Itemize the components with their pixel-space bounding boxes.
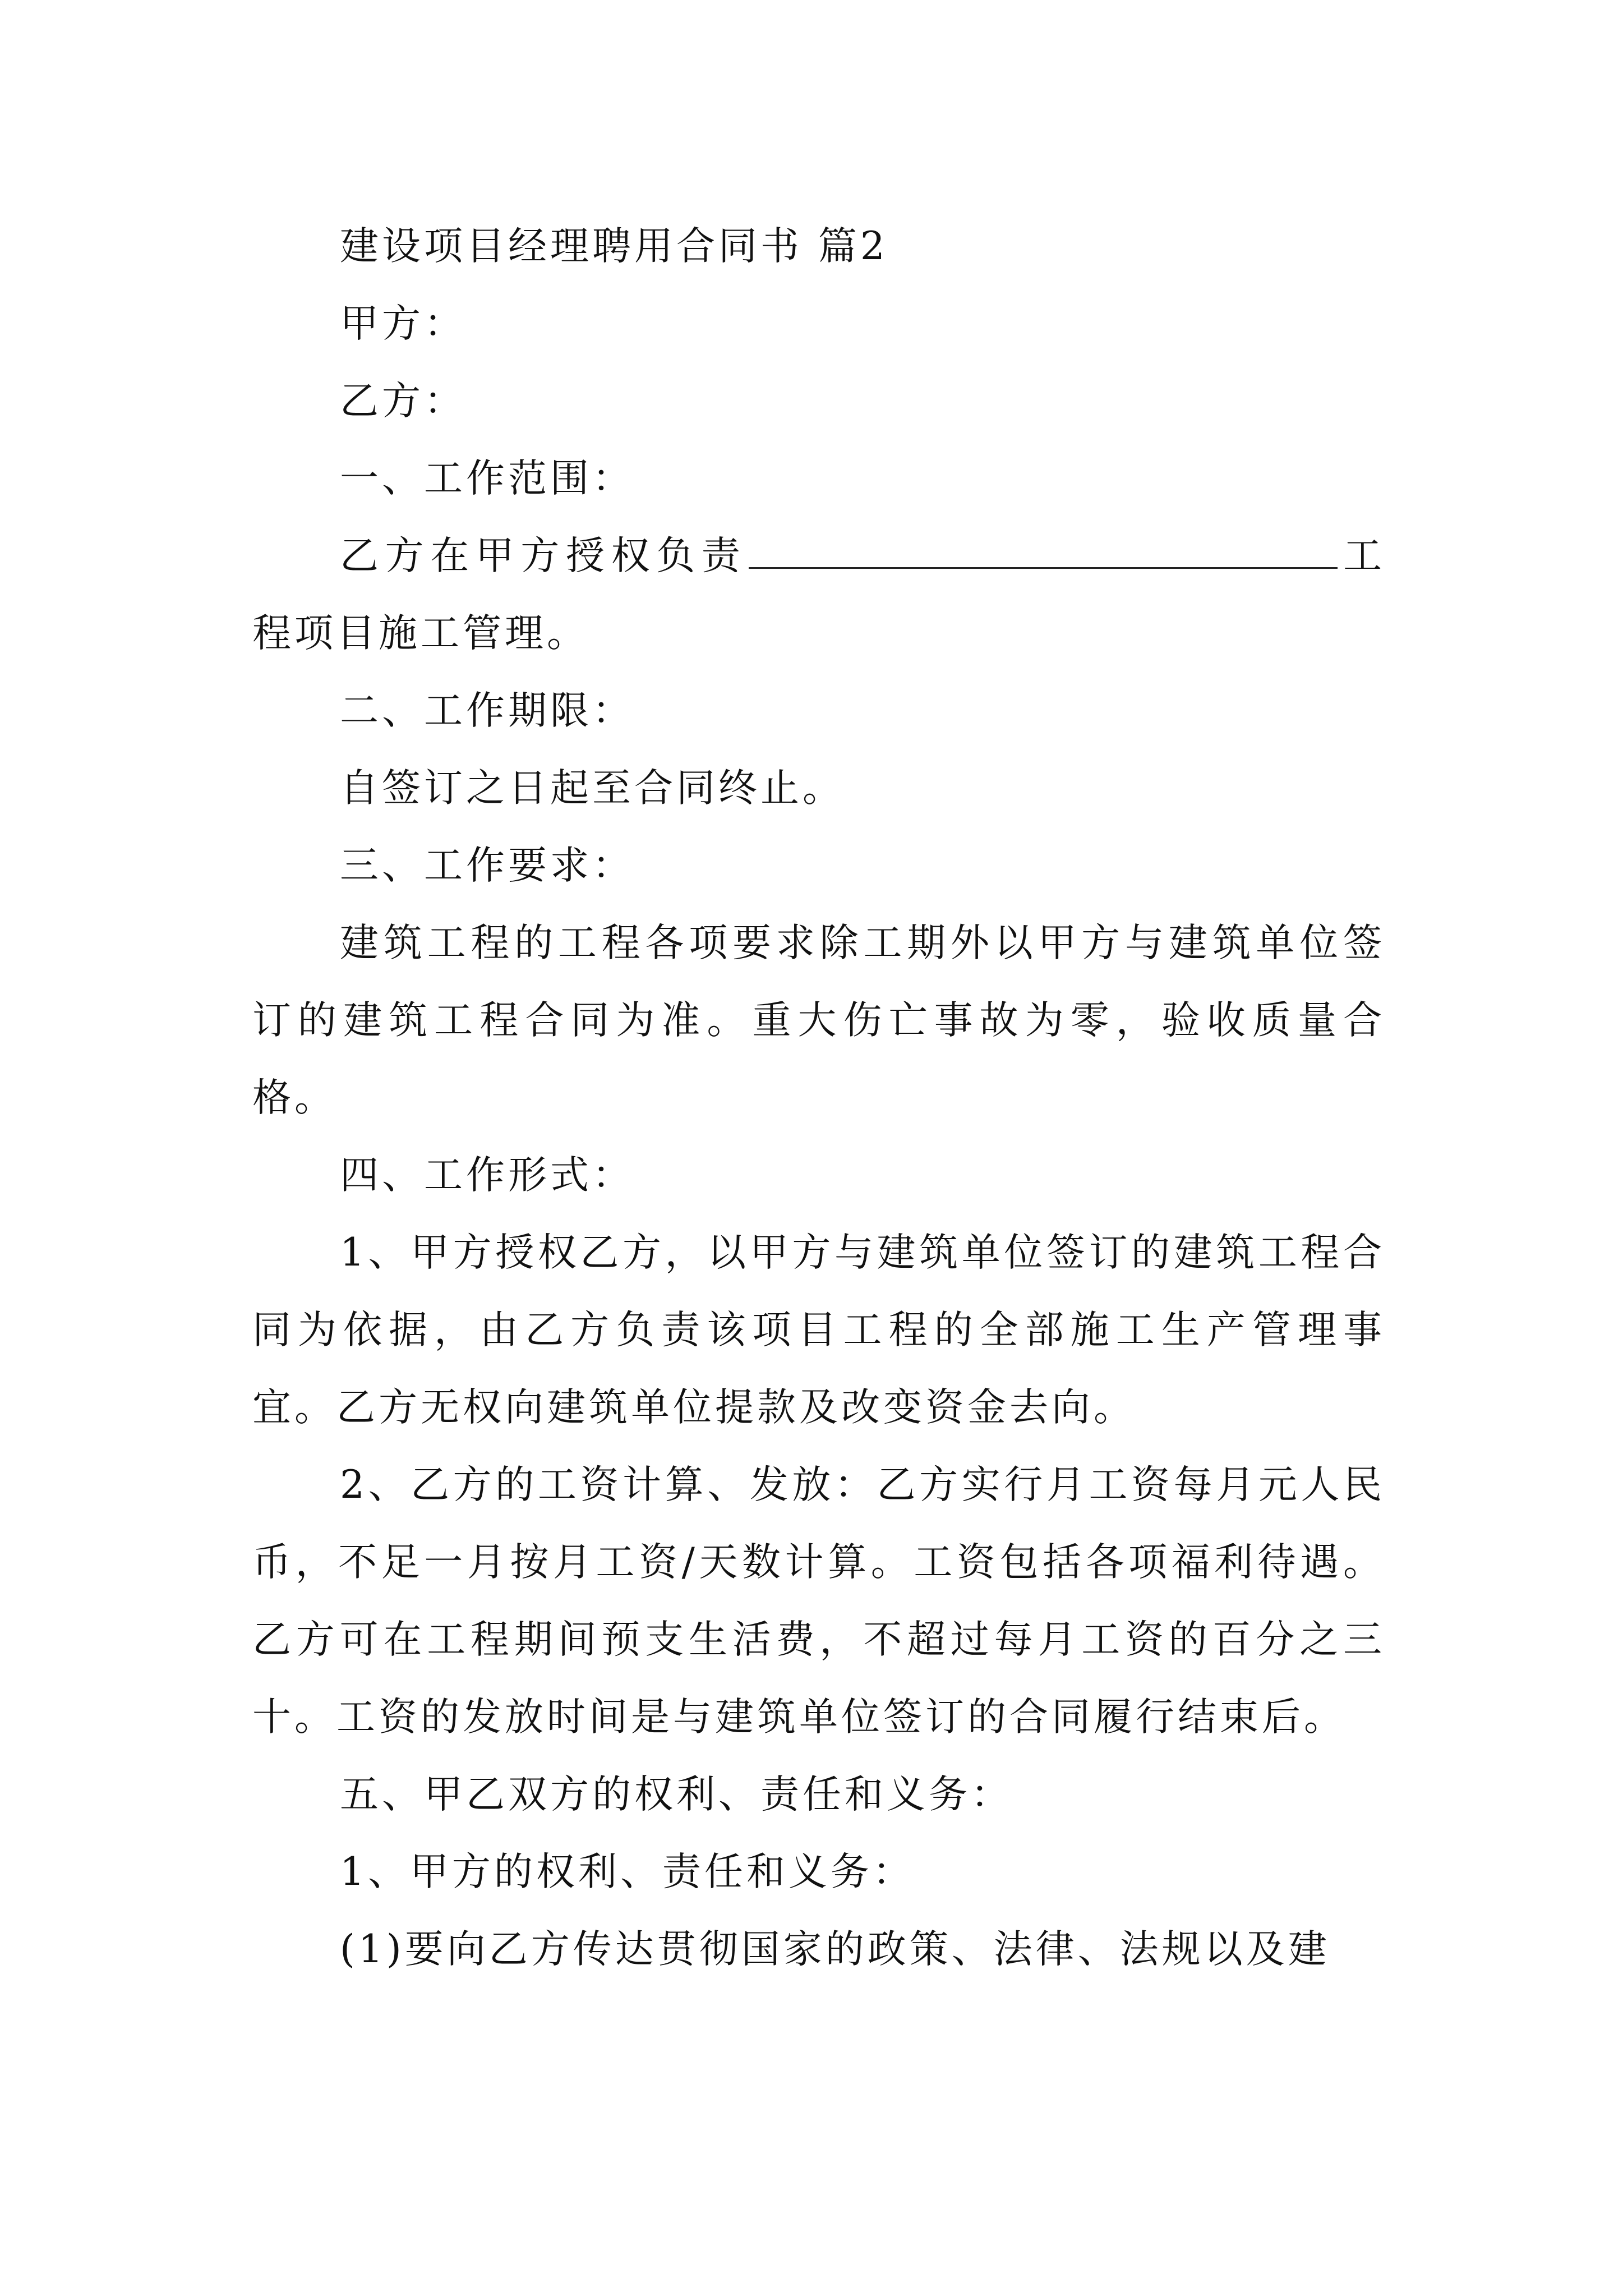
section5-item1-heading: 1、甲方的权利、责任和义务： bbox=[340, 1849, 915, 1894]
section4-item2: 2、乙方的工资计算、发放：乙方实行月工资每月元人民币，不足一月按月工资/天数计算。工资包括各项福利待遇。乙方可在工程期间预支生活费，不超过每月工资的百分之三十。工资的发放时间是与建筑单位签订的合同履行结束后。 bbox=[252, 1462, 1385, 1740]
party-a-line: 甲方： bbox=[340, 301, 466, 346]
section4-heading: 四、工作形式： bbox=[340, 1153, 634, 1198]
section2-heading: 二、工作期限： bbox=[340, 688, 634, 733]
section3-heading: 三、工作要求： bbox=[340, 843, 634, 888]
section3-paragraph: 建筑工程的工程各项要求除工期外以甲方与建筑单位签订的建筑工程合同为准。重大伤亡事故为零，验收质量合格。 bbox=[252, 921, 1385, 1120]
document-page bbox=[252, 208, 1385, 1988]
party-b-line: 乙方： bbox=[340, 379, 466, 424]
fill-in-blank-line bbox=[749, 533, 1338, 569]
section1-heading: 一、工作范围： bbox=[340, 456, 634, 501]
section2-paragraph: 自签订之日起至合同终止。 bbox=[340, 766, 845, 811]
section5-heading: 五、甲乙双方的权利、责任和义务： bbox=[340, 1772, 1013, 1817]
section1-text-before: 乙方在甲方授权负责 bbox=[340, 533, 747, 578]
section1-text-after: 工程项目施工管理。 bbox=[252, 533, 1386, 656]
section5-item1-sub1: (1)要向乙方传达贯彻国家的政策、法律、法规以及建 bbox=[340, 1927, 1330, 1972]
section1-paragraph bbox=[252, 517, 1385, 672]
section4-item1: 1、甲方授权乙方，以甲方与建筑单位签订的建筑工程合同为依据，由乙方负责该项目工程的全部施工生产管理事宜。乙方无权向建筑单位提款及改变资金去向。 bbox=[252, 1230, 1385, 1430]
document-title: 建设项目经理聘用合同书 篇2 bbox=[340, 224, 888, 269]
